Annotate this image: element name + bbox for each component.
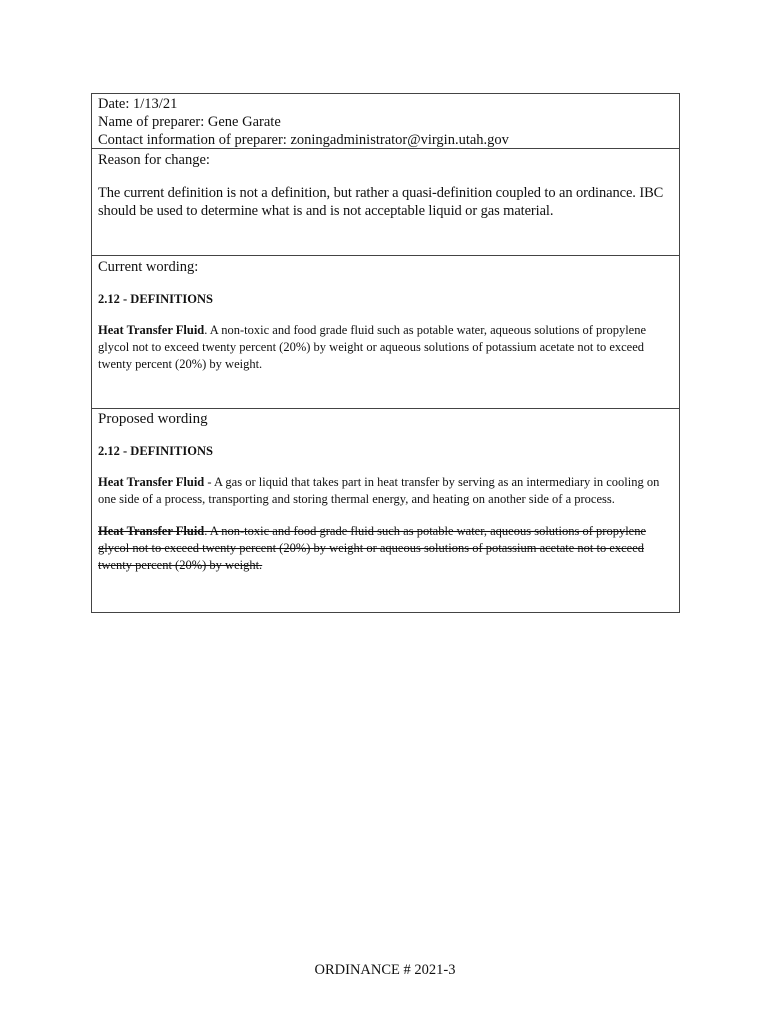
- date-line: Date: 1/13/21: [98, 96, 178, 112]
- ordinance-footer: ORDINANCE # 2021-3: [314, 962, 456, 978]
- reason-label: Reason for change:: [98, 152, 210, 168]
- proposed-section-heading: 2.12 - DEFINITIONS: [98, 444, 213, 458]
- proposed-definition-text: - A gas or liquid that takes part in heat transfer by serving as an intermediary in cooling on one side of a process, transporting and storing thermal energy, and heating on another side of a process.: [98, 475, 660, 506]
- struck-definition-paragraph: [98, 523, 673, 574]
- current-section-heading: 2.12 - DEFINITIONS: [98, 292, 213, 306]
- struck-term: Heat Transfer Fluid: [98, 524, 205, 538]
- struck-definition-text: . A non-toxic and food grade fluid such as potable water, aqueous solutions of propylene glycol not to exceed twenty percent (20%) by weight or aqueous solutions of potassium acetate not to exceed twenty percent (20%) by weight.: [98, 524, 647, 572]
- current-wording-row: [92, 256, 679, 409]
- proposed-wording-row: [92, 409, 679, 612]
- current-term: Heat Transfer Fluid: [98, 323, 205, 337]
- proposed-term: Heat Transfer Fluid: [98, 475, 205, 489]
- proposed-definition-paragraph: [98, 474, 673, 508]
- proposed-wording-label: Proposed wording: [98, 411, 208, 427]
- current-definition-text: . A non-toxic and food grade fluid such as potable water, aqueous solutions of propylene glycol not to exceed twenty percent (20%) by weight or aqueous solutions of potassium acetate not to exceed twenty percent (20%) by weight.: [98, 323, 647, 371]
- reason-text: The current definition is not a definition, but rather a quasi-definition coupled to an ordinance. IBC should be used to determine what is and is not acceptable liquid or gas material.: [98, 185, 664, 219]
- preparer-info-row: [92, 94, 679, 149]
- preparer-name-line: Name of preparer: Gene Garate: [98, 114, 281, 130]
- reason-row: [92, 149, 679, 256]
- change-request-table: [91, 93, 680, 613]
- current-definition-paragraph: [98, 322, 673, 373]
- preparer-contact-line: Contact information of preparer: zoningadministrator@virgin.utah.gov: [98, 132, 509, 148]
- current-wording-label: Current wording:: [98, 259, 199, 275]
